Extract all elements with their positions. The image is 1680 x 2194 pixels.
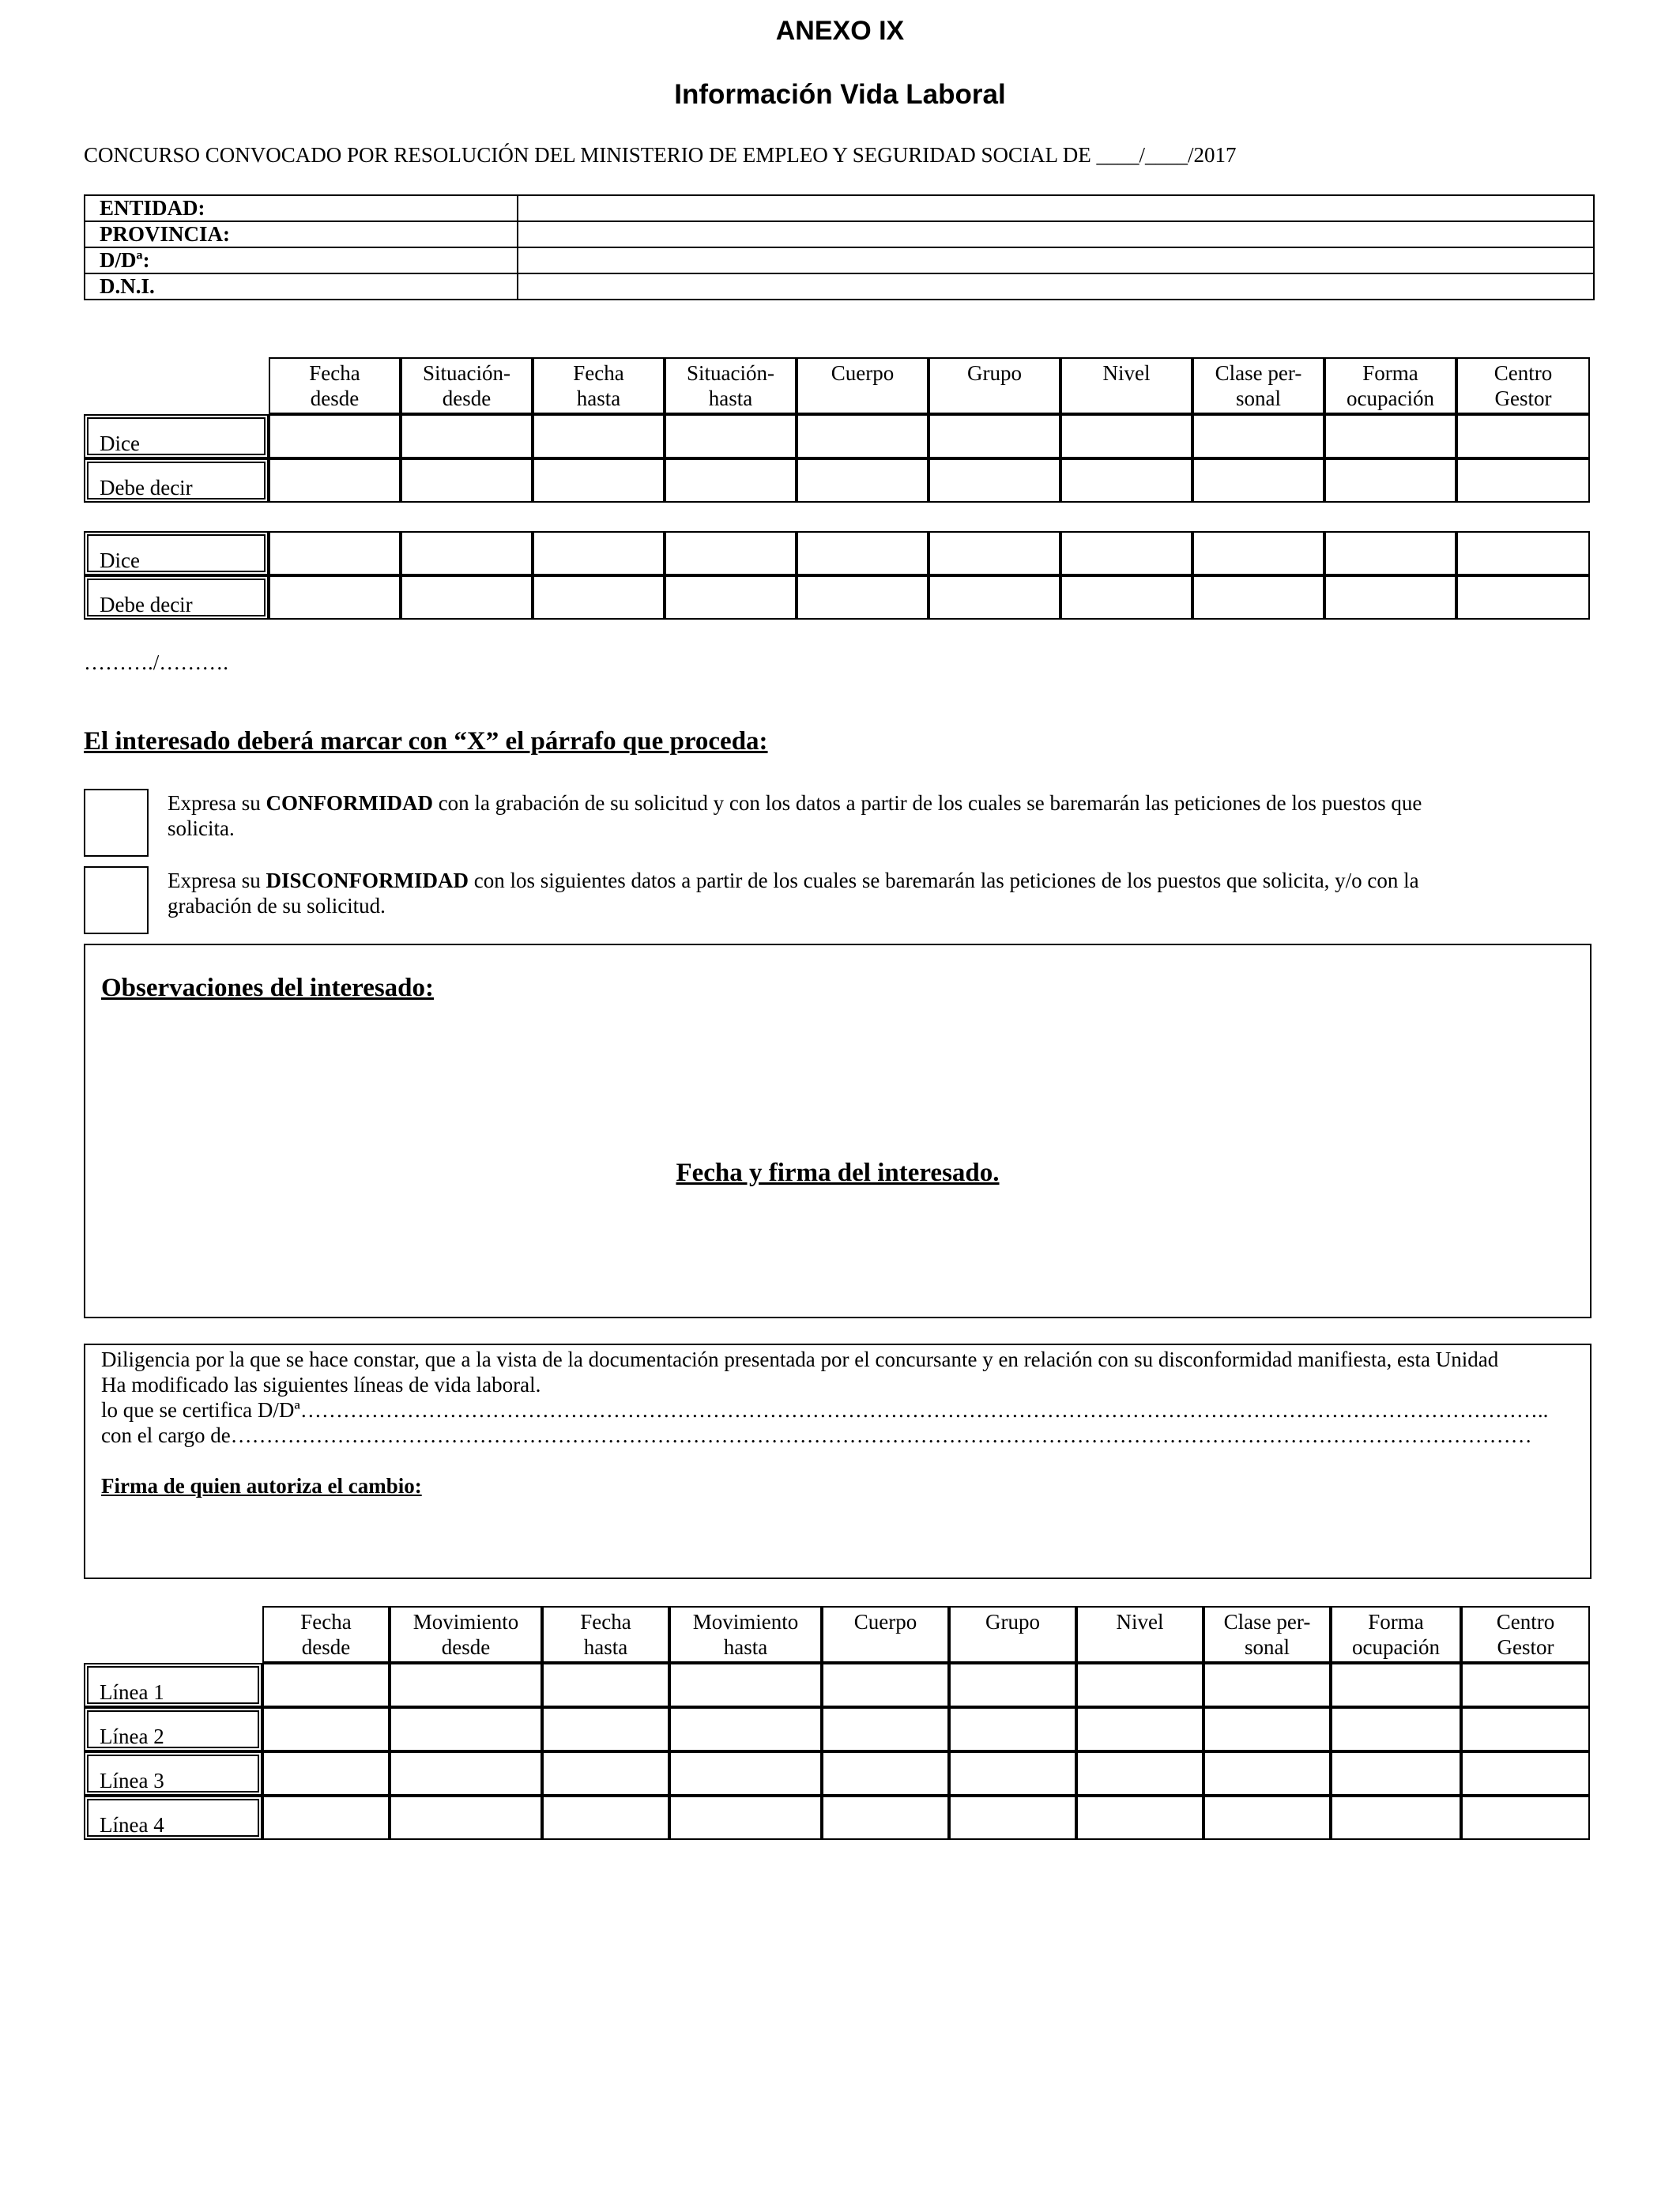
header-line: Movimiento [692,1610,799,1634]
table2-input-cell[interactable] [542,1796,669,1840]
header-line: sonal [1245,1635,1290,1659]
table2-input-cell[interactable] [1331,1751,1461,1796]
table1-input-cell[interactable] [401,458,533,503]
header-line: Cuerpo [853,1610,917,1634]
info-label: PROVINCIA: [85,221,518,247]
table1-row-label: Debe decir [84,575,269,620]
table2-input-cell[interactable] [669,1707,822,1751]
conformidad-rest: con la grabación de su solicitud y con los datos a partir de los cuales se baremarán las peticiones de los puestos que [432,791,1422,815]
header-line: Clase per- [1215,361,1302,385]
table1-row-label: Dice [84,414,269,458]
disconformidad-checkbox[interactable] [84,866,149,934]
table1-column-header [1060,357,1192,414]
table1-input-cell[interactable] [665,414,797,458]
table2-column-header [1331,1606,1461,1663]
table1-input-cell[interactable] [797,414,929,458]
table1-input-cell[interactable] [269,531,401,575]
table1-input-cell[interactable] [1324,414,1456,458]
header-line: Forma [1362,361,1418,385]
disconformidad-text [168,868,1590,918]
table2-input-cell[interactable] [1461,1796,1590,1840]
table2-input-cell[interactable] [262,1796,390,1840]
observaciones-title: Observaciones del interesado: [101,974,435,1002]
info-table [84,194,1595,300]
diligencia-text [101,1347,1587,1498]
header-line: desde [310,386,360,410]
table2-input-cell[interactable] [822,1796,949,1840]
table1-input-cell[interactable] [1456,458,1590,503]
table2-input-cell[interactable] [1461,1663,1590,1707]
table1-input-cell[interactable] [269,458,401,503]
table1-input-cell[interactable] [1192,575,1324,620]
info-value-field[interactable] [518,247,1594,273]
table1-input-cell[interactable] [797,458,929,503]
table2-input-cell[interactable] [390,1751,542,1796]
table1-input-cell[interactable] [929,414,1060,458]
table1-input-cell[interactable] [1060,575,1192,620]
table2-column-header [262,1606,390,1663]
table2-input-cell[interactable] [262,1663,390,1707]
table1-input-cell[interactable] [533,458,665,503]
table2-column-header [390,1606,542,1663]
table2-row-label: Línea 1 [84,1663,262,1707]
header-line: Clase per- [1223,1610,1311,1634]
table2-input-cell[interactable] [949,1707,1076,1751]
header-line: Fecha [573,361,624,385]
diligencia-line: Diligencia por la que se hace constar, que a la vista de la documentación presentada por el concursante y en relación con su disconformidad manifiesta, esta Unidad [101,1348,1499,1371]
table1-input-cell[interactable] [929,575,1060,620]
header-line: Nivel [1116,1610,1164,1634]
table1-column-header [929,357,1060,414]
table2-input-cell[interactable] [1331,1663,1461,1707]
table1-input-cell[interactable] [401,531,533,575]
table1-row-label: Dice [84,531,269,575]
table2-column-header [669,1606,822,1663]
table2-input-cell[interactable] [949,1663,1076,1707]
table1-input-cell[interactable] [533,414,665,458]
header-line: Nivel [1102,361,1151,385]
header-line: sonal [1236,386,1281,410]
table1-input-cell[interactable] [1456,414,1590,458]
header-line: desde [441,1635,491,1659]
header-line: desde [442,386,492,410]
table2-input-cell[interactable] [390,1796,542,1840]
table1-input-cell[interactable] [401,575,533,620]
table2-column-header [822,1606,949,1663]
header-line: Gestor [1497,1635,1554,1659]
header-line: ocupación [1347,386,1434,410]
header-line: Forma [1368,1610,1424,1634]
table1-input-cell[interactable] [665,531,797,575]
table2-row-label: Línea 4 [84,1796,262,1840]
table2-row-label: Línea 2 [84,1707,262,1751]
continuation-mark: ………./………. [84,650,229,674]
header-line: Fecha [309,361,360,385]
table1-input-cell[interactable] [269,414,401,458]
table1-input-cell[interactable] [269,575,401,620]
table1-input-cell[interactable] [1192,458,1324,503]
firma-interesado-label: Fecha y firma del interesado. [676,1159,1000,1187]
header-line: desde [301,1635,351,1659]
table2-input-cell[interactable] [1203,1707,1331,1751]
header-line: hasta [723,1635,768,1659]
table1-column-header [1192,357,1324,414]
header-line: hasta [576,386,621,410]
table1-input-cell[interactable] [797,531,929,575]
disconformidad-prefix: Expresa su [168,869,266,892]
table2-input-cell[interactable] [1076,1663,1203,1707]
table2-column-header [542,1606,669,1663]
table2-input-cell[interactable] [1203,1796,1331,1840]
firma-autoriza-label: Firma de quien autoriza el cambio: [101,1474,422,1498]
table1-input-cell[interactable] [533,575,665,620]
certifica-line[interactable]: lo que se certifica D/Dª………………………………………………………………………………………………………………………………………………………….. [101,1398,1549,1422]
diligencia-line: Ha modificado las siguientes líneas de vida laboral. [101,1373,541,1397]
table2-column-header [1203,1606,1331,1663]
table1-input-cell[interactable] [401,414,533,458]
table1-input-cell[interactable] [1192,531,1324,575]
table2-input-cell[interactable] [822,1751,949,1796]
table2-input-cell[interactable] [822,1663,949,1707]
table1-input-cell[interactable] [1060,414,1192,458]
table2-input-cell[interactable] [1331,1707,1461,1751]
cargo-line[interactable]: con el cargo de………………………………………………………………………………………………………………………………………………………………… [101,1423,1532,1447]
table2-input-cell[interactable] [1461,1751,1590,1796]
table2-input-cell[interactable] [669,1751,822,1796]
table2-input-cell[interactable] [542,1751,669,1796]
instruction-heading: El interesado deberá marcar con “X” el párrafo que proceda: [84,727,768,756]
table2-input-cell[interactable] [1076,1707,1203,1751]
table2-input-cell[interactable] [949,1796,1076,1840]
diligencia-box [84,1344,1591,1579]
header-line: Fecha [300,1610,352,1634]
table1-column-header [269,357,401,414]
table2-column-header [1076,1606,1203,1663]
info-value-field[interactable] [518,195,1594,221]
header-line: Fecha [580,1610,631,1634]
table1-row-label: Debe decir [84,458,269,503]
conformidad-line2: solicita. [168,816,235,840]
header-line: Gestor [1494,386,1552,410]
table1-column-header [533,357,665,414]
table2-input-cell[interactable] [1461,1707,1590,1751]
header-line: Movimiento [412,1610,519,1634]
info-label: D/Dª: [85,247,518,273]
table2-input-cell[interactable] [669,1796,822,1840]
table1-input-cell[interactable] [1456,575,1590,620]
table1-column-header [797,357,929,414]
table1-input-cell[interactable] [797,575,929,620]
conformidad-keyword: CONFORMIDAD [266,791,433,815]
table1-input-cell[interactable] [929,458,1060,503]
table1-column-header [1324,357,1456,414]
table2-input-cell[interactable] [1203,1663,1331,1707]
table1-input-cell[interactable] [665,458,797,503]
conformidad-text [168,790,1590,841]
table2-column-header [949,1606,1076,1663]
disconformidad-line2: grabación de su solicitud. [168,894,386,918]
page-subtitle: Información Vida Laboral [674,79,1006,110]
table1-column-header [1456,357,1590,414]
observaciones-box[interactable] [84,944,1591,1318]
table1-input-cell[interactable] [1060,531,1192,575]
table1-input-cell[interactable] [1324,531,1456,575]
header-line: ocupación [1352,1635,1440,1659]
info-value-field[interactable] [518,273,1594,300]
table2-input-cell[interactable] [390,1663,542,1707]
concurso-line [84,142,1237,168]
concurso-text: CONCURSO CONVOCADO POR RESOLUCIÓN DEL MINISTERIO DE EMPLEO Y SEGURIDAD SOCIAL DE [84,143,1097,167]
header-line: Grupo [985,1610,1040,1634]
table1-input-cell[interactable] [1324,458,1456,503]
table1-column-header [665,357,797,414]
table2-input-cell[interactable] [1076,1751,1203,1796]
table1-input-cell[interactable] [1456,531,1590,575]
table1-input-cell[interactable] [665,575,797,620]
conformidad-prefix: Expresa su [168,791,266,815]
table1-input-cell[interactable] [533,531,665,575]
info-label: D.N.I. [85,273,518,300]
table1-input-cell[interactable] [1060,458,1192,503]
table1-input-cell[interactable] [1192,414,1324,458]
table2-input-cell[interactable] [262,1751,390,1796]
info-value-field[interactable] [518,221,1594,247]
table2-input-cell[interactable] [542,1663,669,1707]
table2-input-cell[interactable] [1331,1796,1461,1840]
header-line: Cuerpo [831,361,895,385]
table2-row-label: Línea 3 [84,1751,262,1796]
header-line: Situación- [423,361,510,385]
header-line: Situación- [687,361,774,385]
header-line: Centro [1496,1610,1555,1634]
header-line: hasta [708,386,753,410]
table2-input-cell[interactable] [949,1751,1076,1796]
table2-input-cell[interactable] [1076,1796,1203,1840]
info-label: ENTIDAD: [85,195,518,221]
annex-title: ANEXO IX [775,16,905,46]
table2-input-cell[interactable] [669,1663,822,1707]
disconformidad-keyword: DISCONFORMIDAD [266,869,469,892]
table2-input-cell[interactable] [1203,1751,1331,1796]
concurso-date: ____/____/2017 [1096,143,1237,167]
table2-column-header [1461,1606,1590,1663]
disconformidad-rest: con los siguientes datos a partir de los cuales se baremarán las peticiones de los puestos que solicita, y/o con la [468,869,1419,892]
table2-input-cell[interactable] [262,1707,390,1751]
header-line: Centro [1494,361,1553,385]
header-line: Grupo [967,361,1022,385]
table2-input-cell[interactable] [390,1707,542,1751]
table2-input-cell[interactable] [822,1707,949,1751]
table1-column-header [401,357,533,414]
conformidad-checkbox[interactable] [84,789,149,857]
table2-input-cell[interactable] [542,1707,669,1751]
table1-input-cell[interactable] [1324,575,1456,620]
table1-input-cell[interactable] [929,531,1060,575]
header-line: hasta [583,1635,628,1659]
